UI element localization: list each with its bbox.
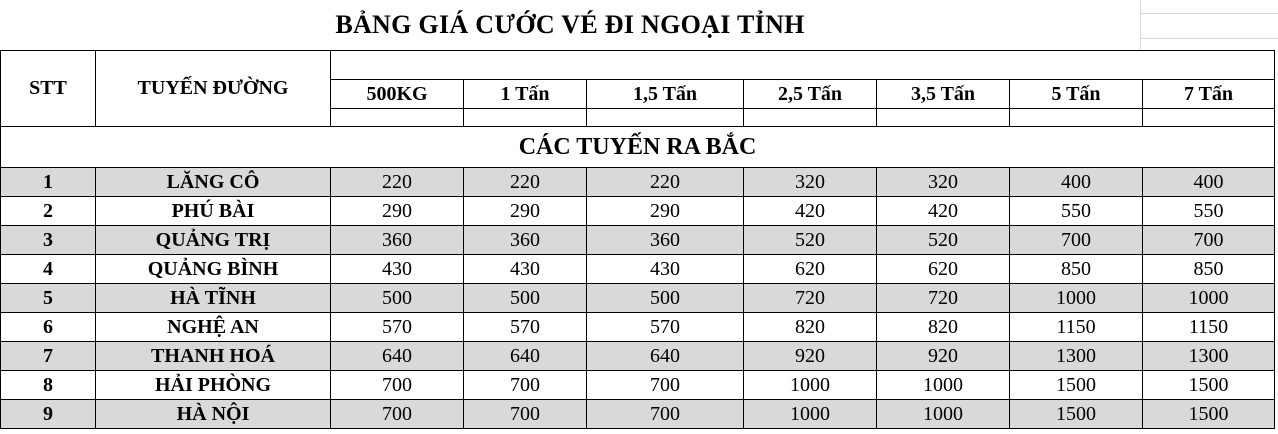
price-cell[interactable]: 1000: [877, 371, 1010, 400]
price-cell[interactable]: 850: [1143, 255, 1275, 284]
weight-header[interactable]: 3,5 Tấn: [877, 80, 1010, 109]
route-cell[interactable]: THANH HOÁ: [96, 342, 331, 371]
stt-cell[interactable]: 1: [1, 168, 96, 197]
route-cell[interactable]: HÀ TĨNH: [96, 284, 331, 313]
empty-cell[interactable]: [877, 109, 1010, 127]
price-cell[interactable]: 700: [587, 400, 744, 429]
table-row: [1, 168, 1275, 197]
price-cell[interactable]: 700: [587, 371, 744, 400]
price-cell[interactable]: 1500: [1143, 400, 1275, 429]
price-cell[interactable]: 1000: [1010, 284, 1143, 313]
price-cell[interactable]: 1300: [1010, 342, 1143, 371]
price-cell[interactable]: 320: [744, 168, 877, 197]
price-cell[interactable]: 500: [587, 284, 744, 313]
price-cell[interactable]: 700: [331, 371, 464, 400]
stt-cell[interactable]: 8: [1, 371, 96, 400]
price-cell[interactable]: 520: [744, 226, 877, 255]
price-cell[interactable]: 400: [1143, 168, 1275, 197]
price-cell[interactable]: 700: [464, 400, 587, 429]
route-cell[interactable]: PHÚ BÀI: [96, 197, 331, 226]
price-cell[interactable]: 290: [464, 197, 587, 226]
price-cell[interactable]: 500: [331, 284, 464, 313]
price-cell[interactable]: 700: [464, 371, 587, 400]
header-row-top: [1, 51, 1275, 80]
table-row: [1, 255, 1275, 284]
route-cell[interactable]: HẢI PHÒNG: [96, 371, 331, 400]
price-cell[interactable]: 1150: [1143, 313, 1275, 342]
price-cell[interactable]: 570: [464, 313, 587, 342]
table-row: [1, 284, 1275, 313]
price-cell[interactable]: 220: [331, 168, 464, 197]
stt-cell[interactable]: 6: [1, 313, 96, 342]
price-cell[interactable]: 1500: [1010, 371, 1143, 400]
route-cell[interactable]: HÀ NỘI: [96, 400, 331, 429]
price-cell[interactable]: 500: [464, 284, 587, 313]
price-cell[interactable]: 720: [744, 284, 877, 313]
price-cell[interactable]: 550: [1143, 197, 1275, 226]
empty-cell[interactable]: [1010, 109, 1143, 127]
stt-cell[interactable]: 3: [1, 226, 96, 255]
table-row: [1, 371, 1275, 400]
empty-cell[interactable]: [744, 109, 877, 127]
table-row: [1, 313, 1275, 342]
price-table: [0, 50, 1275, 429]
spreadsheet-gridlines: [1140, 0, 1278, 50]
page-title: BẢNG GIÁ CƯỚC VÉ ĐI NGOẠI TỈNH: [335, 10, 805, 39]
price-cell[interactable]: 1500: [1143, 371, 1275, 400]
weight-header[interactable]: 5 Tấn: [1010, 80, 1143, 109]
price-cell[interactable]: 220: [587, 168, 744, 197]
route-cell[interactable]: NGHỆ AN: [96, 313, 331, 342]
price-cell[interactable]: 420: [744, 197, 877, 226]
empty-cell[interactable]: [587, 109, 744, 127]
price-cell[interactable]: 640: [587, 342, 744, 371]
price-cell[interactable]: 1000: [744, 371, 877, 400]
price-cell[interactable]: 570: [331, 313, 464, 342]
price-cell[interactable]: 520: [877, 226, 1010, 255]
price-cell[interactable]: 620: [744, 255, 877, 284]
route-header[interactable]: TUYẾN ĐƯỜNG: [96, 51, 331, 127]
weight-header[interactable]: 2,5 Tấn: [744, 80, 877, 109]
weight-header[interactable]: 500KG: [331, 80, 464, 109]
empty-cell[interactable]: [464, 109, 587, 127]
price-cell[interactable]: 360: [331, 226, 464, 255]
stt-header[interactable]: STT: [1, 51, 96, 127]
price-cell[interactable]: 1150: [1010, 313, 1143, 342]
price-cell[interactable]: 820: [877, 313, 1010, 342]
price-cell[interactable]: 290: [587, 197, 744, 226]
weight-header[interactable]: 1,5 Tấn: [587, 80, 744, 109]
price-cell[interactable]: 700: [1010, 226, 1143, 255]
price-cell[interactable]: 430: [587, 255, 744, 284]
price-cell[interactable]: 1000: [877, 400, 1010, 429]
stt-cell[interactable]: 9: [1, 400, 96, 429]
price-cell[interactable]: 620: [877, 255, 1010, 284]
price-cell[interactable]: 430: [464, 255, 587, 284]
price-cell[interactable]: 360: [587, 226, 744, 255]
price-cell[interactable]: 220: [464, 168, 587, 197]
price-cell[interactable]: 1300: [1143, 342, 1275, 371]
price-cell[interactable]: 1500: [1010, 400, 1143, 429]
weight-header[interactable]: 7 Tấn: [1143, 80, 1275, 109]
price-cell[interactable]: 420: [877, 197, 1010, 226]
price-cell[interactable]: 920: [877, 342, 1010, 371]
price-cell[interactable]: 920: [744, 342, 877, 371]
weight-header-top[interactable]: [331, 51, 1275, 80]
price-cell[interactable]: 850: [1010, 255, 1143, 284]
price-cell[interactable]: 640: [331, 342, 464, 371]
price-cell[interactable]: 400: [1010, 168, 1143, 197]
route-cell[interactable]: QUẢNG BÌNH: [96, 255, 331, 284]
route-cell[interactable]: QUẢNG TRỊ: [96, 226, 331, 255]
table-row: [1, 226, 1275, 255]
route-cell[interactable]: LĂNG CÔ: [96, 168, 331, 197]
empty-cell[interactable]: [331, 109, 464, 127]
section-row: [1, 127, 1275, 168]
price-cell[interactable]: 720: [877, 284, 1010, 313]
price-cell[interactable]: 1000: [744, 400, 877, 429]
price-cell[interactable]: 290: [331, 197, 464, 226]
table-row: [1, 197, 1275, 226]
empty-cell[interactable]: [1143, 109, 1275, 127]
stt-cell[interactable]: 7: [1, 342, 96, 371]
price-cell[interactable]: 320: [877, 168, 1010, 197]
section-title[interactable]: CÁC TUYẾN RA BẮC: [1, 127, 1275, 168]
price-cell[interactable]: 700: [331, 400, 464, 429]
price-cell[interactable]: 550: [1010, 197, 1143, 226]
stt-cell[interactable]: 4: [1, 255, 96, 284]
price-cell[interactable]: 1000: [1143, 284, 1275, 313]
table-body: [1, 168, 1275, 429]
price-cell[interactable]: 700: [1143, 226, 1275, 255]
price-cell[interactable]: 360: [464, 226, 587, 255]
table-row: [1, 400, 1275, 429]
weight-header[interactable]: 1 Tấn: [464, 80, 587, 109]
price-cell[interactable]: 820: [744, 313, 877, 342]
price-cell[interactable]: 430: [331, 255, 464, 284]
price-cell[interactable]: 570: [587, 313, 744, 342]
stt-cell[interactable]: 5: [1, 284, 96, 313]
stt-cell[interactable]: 2: [1, 197, 96, 226]
price-cell[interactable]: 640: [464, 342, 587, 371]
table-row: [1, 342, 1275, 371]
